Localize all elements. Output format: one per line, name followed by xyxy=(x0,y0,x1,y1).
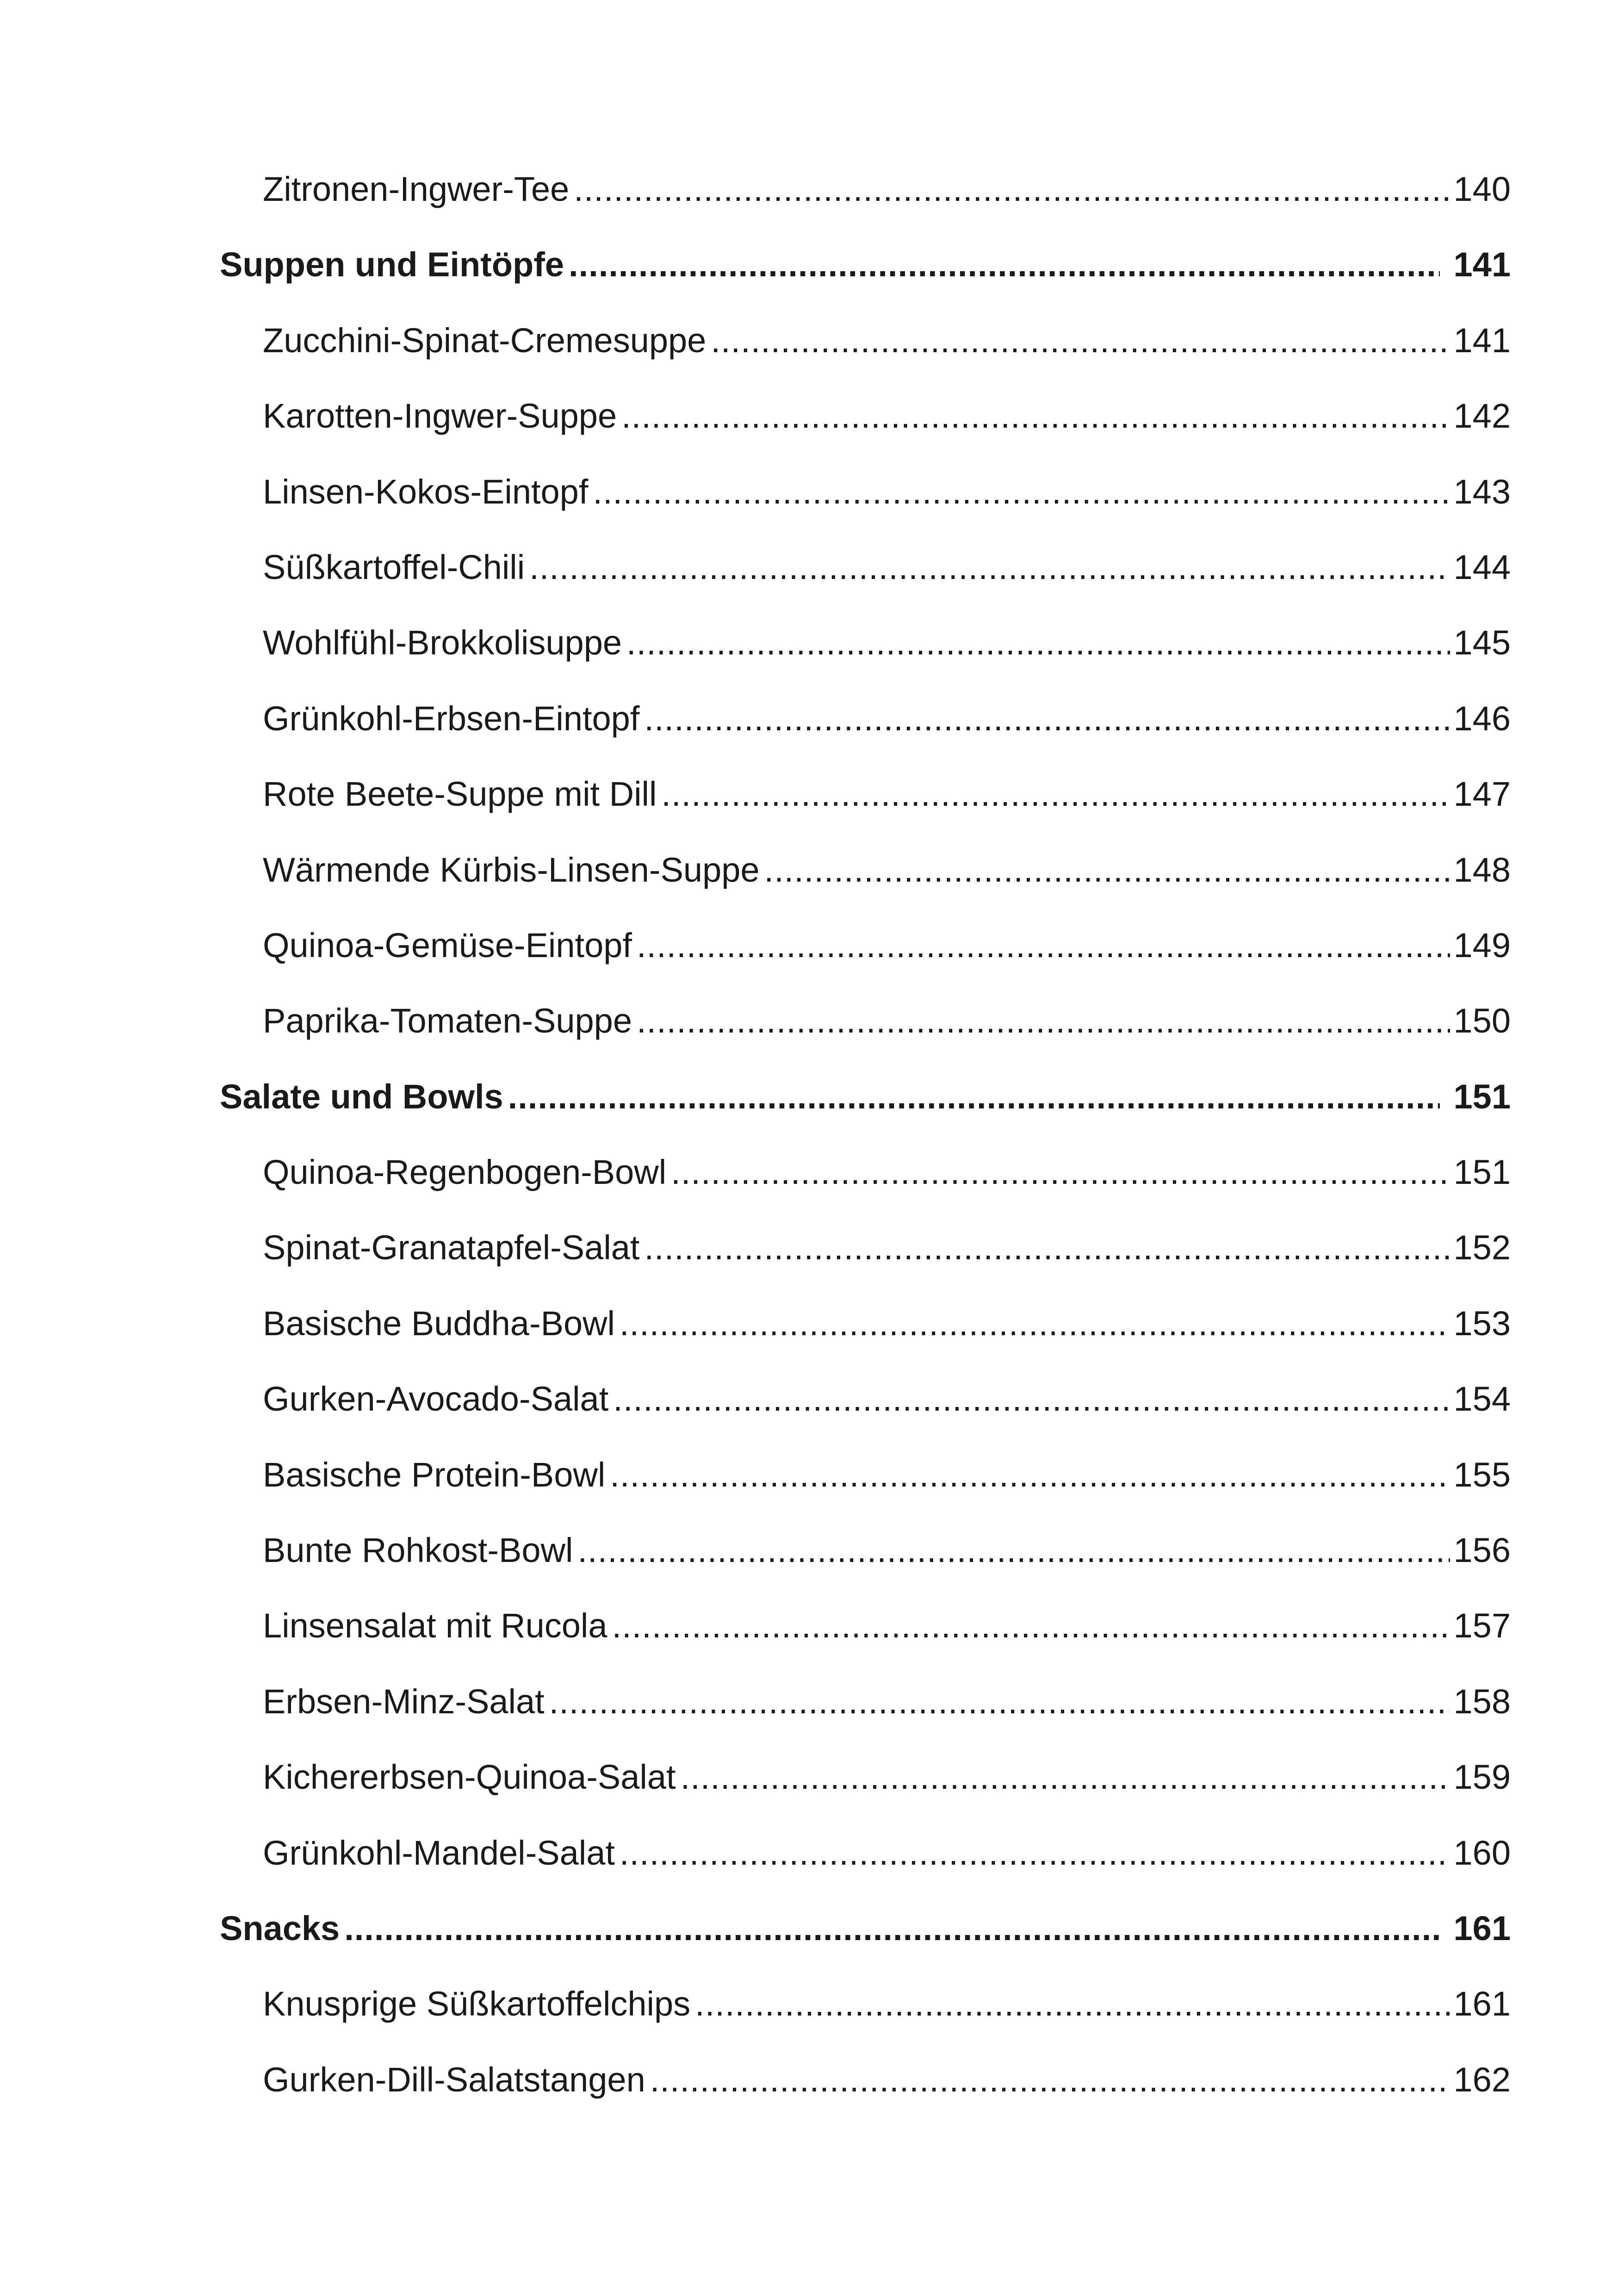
toc-page-number: 161 xyxy=(1453,1985,1511,2023)
toc-entry-title: Basische Buddha-Bowl xyxy=(263,1304,615,1343)
toc-entry[interactable] xyxy=(220,983,1511,1058)
toc-entry-title: Basische Protein-Bowl xyxy=(263,1455,606,1494)
dot-leader xyxy=(661,756,1450,832)
toc-entry[interactable] xyxy=(220,1210,1511,1285)
toc-page-number: 161 xyxy=(1453,1909,1511,1948)
toc-page-number: 141 xyxy=(1453,321,1511,360)
toc-page-number: 144 xyxy=(1453,548,1511,586)
dot-leader xyxy=(569,227,1440,302)
toc-section-heading[interactable] xyxy=(220,1059,1511,1134)
toc-entry[interactable] xyxy=(220,756,1511,832)
toc-entry-title: Kichererbsen-Quinoa-Salat xyxy=(263,1758,676,1797)
dot-leader xyxy=(549,1664,1450,1739)
toc-page-number: 154 xyxy=(1453,1380,1511,1419)
toc-entry[interactable] xyxy=(220,1134,1511,1210)
toc-entry[interactable] xyxy=(220,1815,1511,1891)
toc-entry-title: Wohlfühl-Brokkolisuppe xyxy=(263,623,622,662)
dot-leader xyxy=(695,1966,1450,2041)
toc-entry[interactable] xyxy=(220,832,1511,908)
toc-entry-title: Zucchini-Spinat-Cremesuppe xyxy=(263,321,707,360)
toc-page-number: 140 xyxy=(1453,170,1511,208)
toc-page-number: 149 xyxy=(1453,926,1511,964)
toc-entry[interactable] xyxy=(220,1286,1511,1361)
toc-entry[interactable] xyxy=(220,1361,1511,1437)
toc-entry[interactable] xyxy=(220,1437,1511,1512)
toc-section-heading[interactable] xyxy=(220,227,1511,302)
toc-entry[interactable] xyxy=(220,529,1511,605)
toc-entry[interactable] xyxy=(220,1588,1511,1663)
toc-entry[interactable] xyxy=(220,1664,1511,1739)
toc-page-number: 147 xyxy=(1453,775,1511,814)
dot-leader xyxy=(612,1588,1450,1663)
toc-page-number: 157 xyxy=(1453,1606,1511,1645)
toc-entry-title: Bunte Rohkost-Bowl xyxy=(263,1531,573,1570)
dot-leader xyxy=(626,605,1450,680)
toc-entry[interactable] xyxy=(220,1512,1511,1588)
toc-entry-title: Paprika-Tomaten-Suppe xyxy=(263,1002,632,1040)
toc-entry-title: Grünkohl-Mandel-Salat xyxy=(263,1833,615,1872)
toc-page-number: 153 xyxy=(1453,1304,1511,1343)
toc-entry-title: Quinoa-Regenbogen-Bowl xyxy=(263,1153,667,1192)
toc-entry-title: Grünkohl-Erbsen-Eintopf xyxy=(263,699,640,738)
toc-entry[interactable] xyxy=(220,303,1511,378)
toc-entry[interactable] xyxy=(220,908,1511,983)
toc-page-number: 146 xyxy=(1453,699,1511,738)
dot-leader xyxy=(610,1437,1450,1512)
toc-entry-title: Erbsen-Minz-Salat xyxy=(263,1682,545,1721)
table-of-contents xyxy=(220,151,1511,2117)
dot-leader xyxy=(613,1361,1450,1437)
dot-leader xyxy=(711,303,1450,378)
toc-entry-title: Süßkartoffel-Chili xyxy=(263,548,525,586)
dot-leader xyxy=(681,1739,1450,1815)
toc-entry[interactable] xyxy=(220,2042,1511,2117)
dot-leader xyxy=(577,1512,1450,1588)
dot-leader xyxy=(620,1815,1450,1891)
toc-section-heading[interactable] xyxy=(220,1891,1511,1966)
toc-entry[interactable] xyxy=(220,605,1511,680)
dot-leader xyxy=(644,681,1450,756)
toc-entry-title: Zitronen-Ingwer-Tee xyxy=(263,170,570,208)
toc-entry-title: Salate und Bowls xyxy=(220,1077,503,1116)
toc-page-number: 150 xyxy=(1453,1002,1511,1040)
toc-entry-title: Linsensalat mit Rucola xyxy=(263,1606,608,1645)
toc-page-number: 155 xyxy=(1453,1455,1511,1494)
dot-leader xyxy=(529,529,1450,605)
toc-page-number: 158 xyxy=(1453,1682,1511,1721)
toc-entry-title: Gurken-Avocado-Salat xyxy=(263,1380,609,1419)
toc-page-number: 151 xyxy=(1453,1153,1511,1192)
dot-leader xyxy=(637,908,1450,983)
toc-entry-title: Karotten-Ingwer-Suppe xyxy=(263,397,617,436)
toc-page-number: 156 xyxy=(1453,1531,1511,1570)
toc-entry[interactable] xyxy=(220,454,1511,529)
dot-leader xyxy=(620,1286,1450,1361)
toc-entry-title: Spinat-Granatapfel-Salat xyxy=(263,1228,640,1267)
dot-leader xyxy=(508,1059,1440,1134)
dot-leader xyxy=(637,983,1450,1058)
toc-page-number: 152 xyxy=(1453,1228,1511,1267)
toc-page-number: 159 xyxy=(1453,1758,1511,1797)
dot-leader xyxy=(344,1891,1439,1966)
toc-entry-title: Rote Beete-Suppe mit Dill xyxy=(263,775,657,814)
toc-entry-title: Snacks xyxy=(220,1909,340,1948)
toc-entry-title: Suppen und Eintöpfe xyxy=(220,245,564,284)
toc-entry[interactable] xyxy=(220,1739,1511,1815)
toc-page-number: 148 xyxy=(1453,850,1511,889)
dot-leader xyxy=(593,454,1450,529)
toc-page-number: 143 xyxy=(1453,472,1511,511)
toc-entry[interactable] xyxy=(220,681,1511,756)
toc-entry-title: Knusprige Süßkartoffelchips xyxy=(263,1985,691,2023)
toc-page-number: 141 xyxy=(1453,245,1511,284)
toc-entry-title: Quinoa-Gemüse-Eintopf xyxy=(263,926,632,964)
dot-leader xyxy=(671,1134,1450,1210)
toc-entry-title: Gurken-Dill-Salatstangen xyxy=(263,2060,645,2099)
dot-leader xyxy=(621,378,1450,454)
toc-entry-title: Wärmende Kürbis-Linsen-Suppe xyxy=(263,850,760,889)
toc-page-number: 162 xyxy=(1453,2060,1511,2099)
toc-page-number: 151 xyxy=(1453,1077,1511,1116)
toc-page-number: 142 xyxy=(1453,397,1511,436)
toc-page-number: 160 xyxy=(1453,1833,1511,1872)
toc-entry[interactable] xyxy=(220,378,1511,454)
dot-leader xyxy=(574,151,1450,227)
toc-page-number: 145 xyxy=(1453,623,1511,662)
dot-leader xyxy=(644,1210,1450,1285)
toc-entry[interactable] xyxy=(220,1966,1511,2041)
dot-leader xyxy=(764,832,1450,908)
toc-entry[interactable] xyxy=(220,151,1511,227)
toc-entry-title: Linsen-Kokos-Eintopf xyxy=(263,472,589,511)
dot-leader xyxy=(650,2042,1450,2117)
